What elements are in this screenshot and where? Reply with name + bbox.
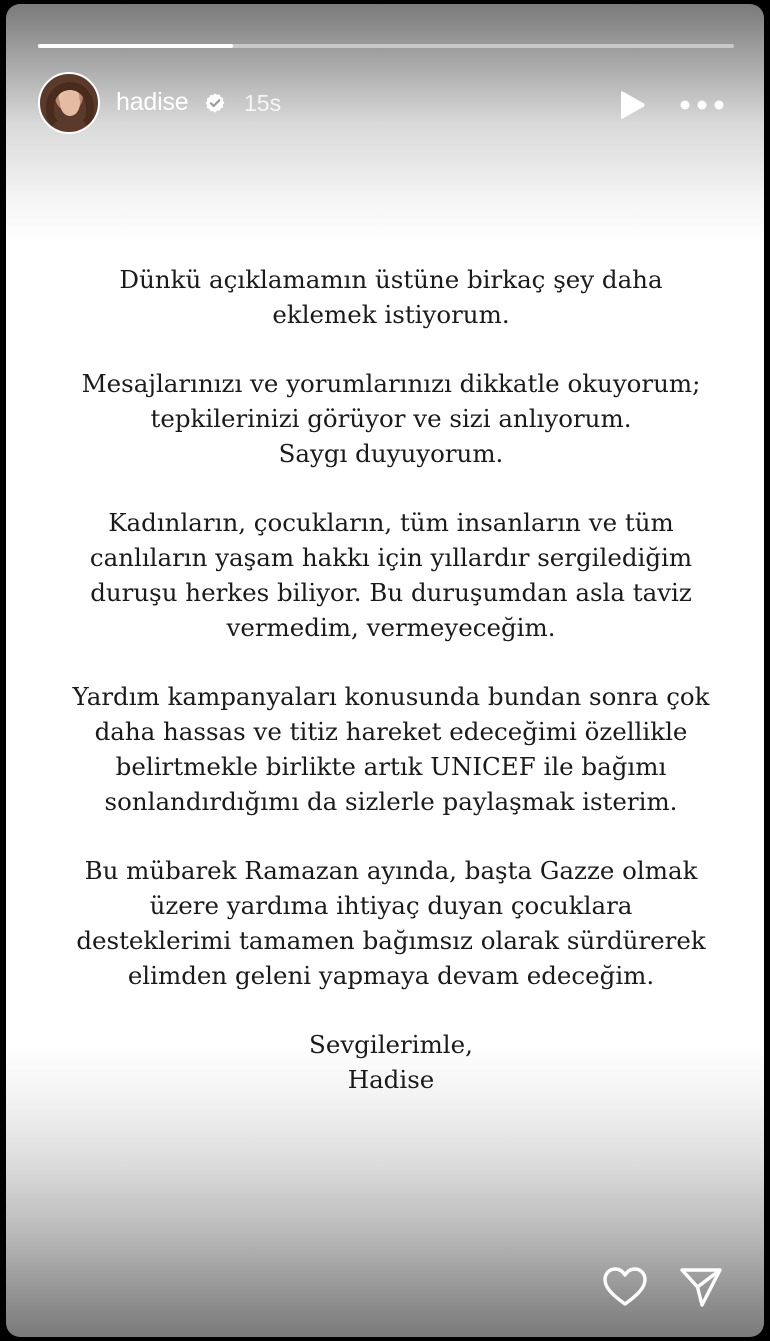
play-icon[interactable] xyxy=(618,90,646,120)
signoff xyxy=(36,1027,746,1097)
text-line: üzere yardıma ihtiyaç duyan çocuklara xyxy=(149,891,633,920)
avatar[interactable] xyxy=(38,72,100,134)
text-line: belirtmekle birlikte artık UNICEF ile bağımı xyxy=(115,752,667,781)
text-line: Mesajlarınızı ve yorumlarınızı dikkatle okuyorum; xyxy=(81,369,701,398)
text-line: daha hassas ve titiz hareket edeceğimi özellikle xyxy=(94,717,688,746)
verified-badge-icon xyxy=(204,92,226,114)
username[interactable]: hadise xyxy=(116,88,189,116)
text-line: eklemek istiyorum. xyxy=(272,300,510,329)
text-line: Saygı duyuyorum. xyxy=(278,439,504,468)
text-line: Bu mübarek Ramazan ayında, başta Gazze olmak xyxy=(84,856,698,885)
text-line: desteklerimi tamamen bağımsız olarak sürdürerek xyxy=(76,926,706,955)
text-line: tepkilerinizi görüyor ve sizi anlıyorum. xyxy=(150,404,632,433)
story-progress-fill xyxy=(38,44,233,48)
send-icon[interactable] xyxy=(678,1264,724,1310)
story-text-body xyxy=(36,262,746,1097)
text-line: sonlandırdığımı da sizlerle paylaşmak isterim. xyxy=(104,787,678,816)
text-line: Kadınların, çocukların, tüm insanların ve tüm xyxy=(108,508,674,537)
signoff-name: Hadise xyxy=(347,1065,435,1094)
text-line: Dünkü açıklamamın üstüne birkaç şey daha xyxy=(119,265,663,294)
paragraph-5 xyxy=(36,853,746,993)
text-line: duruşu herkes biliyor. Bu duruşumdan asla taviz xyxy=(90,578,692,607)
avatar-face xyxy=(60,90,80,116)
paragraph-3 xyxy=(36,505,746,645)
story-progress-bar xyxy=(38,44,734,48)
signoff-line: Sevgilerimle, xyxy=(309,1030,473,1059)
paragraph-2 xyxy=(36,366,746,471)
paragraph-1 xyxy=(36,262,746,332)
more-options-icon[interactable] xyxy=(678,92,726,118)
text-line: elimden geleni yapmaya devam edeceğim. xyxy=(127,961,655,990)
text-line: Yardım kampanyaları konusunda bundan sonra çok xyxy=(72,682,710,711)
paragraph-4 xyxy=(36,679,746,819)
text-line: vermedim, vermeyeceğim. xyxy=(226,613,556,642)
story-timestamp: 15s xyxy=(244,90,282,116)
heart-icon[interactable] xyxy=(602,1266,648,1308)
story-card[interactable] xyxy=(6,4,764,1337)
text-line: canlıların yaşam hakkı için yıllardır sergilediğim xyxy=(89,543,693,572)
